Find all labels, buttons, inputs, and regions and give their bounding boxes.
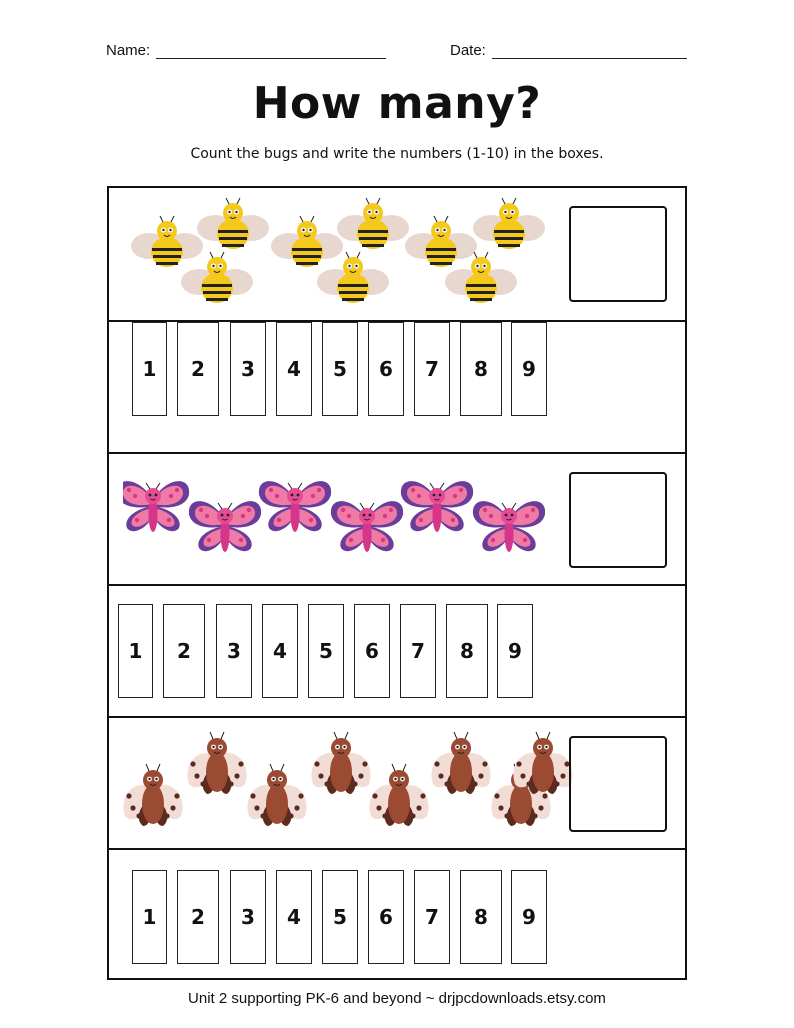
digit-card[interactable]: 2 — [163, 604, 205, 698]
date-line[interactable] — [492, 44, 687, 59]
footer-credit: Unit 2 supporting PK-6 and beyond ~ drjpcdownloads.etsy.com — [188, 990, 606, 1007]
digit-section-butterflies — [109, 586, 685, 718]
digit-card[interactable]: 7 — [414, 322, 450, 416]
digit-card[interactable]: 8 — [460, 322, 502, 416]
moth-icon — [431, 732, 490, 794]
moth-icon — [513, 732, 572, 794]
digit-card[interactable]: 6 — [354, 604, 390, 698]
moth-icon — [123, 764, 182, 826]
digit-card[interactable]: 3 — [230, 870, 266, 964]
moth-section — [109, 718, 685, 850]
digit-card[interactable]: 2 — [177, 870, 219, 964]
digit-card[interactable]: 9 — [511, 870, 547, 964]
answer-box-bees[interactable] — [569, 206, 667, 302]
digit-card[interactable]: 7 — [400, 604, 436, 698]
digit-card[interactable]: 1 — [132, 870, 167, 964]
butterfly-group — [123, 454, 573, 586]
digit-card[interactable]: 1 — [118, 604, 153, 698]
digit-section-moths — [109, 850, 685, 982]
name-line[interactable] — [156, 44, 386, 59]
date-field[interactable] — [450, 42, 687, 59]
digit-card[interactable]: 6 — [368, 322, 404, 416]
moth-icon — [311, 732, 370, 794]
butterfly-section — [109, 454, 685, 586]
bee-icon — [181, 252, 253, 303]
moth-group — [123, 718, 573, 850]
name-label: Name: — [106, 42, 151, 59]
date-label: Date: — [450, 42, 486, 59]
butterfly-icon — [473, 501, 545, 552]
digit-card[interactable]: 5 — [322, 870, 358, 964]
bee-icon — [473, 198, 545, 249]
answer-box-butterflies[interactable] — [569, 472, 667, 568]
digit-card[interactable]: 6 — [368, 870, 404, 964]
digit-card[interactable]: 9 — [497, 604, 533, 698]
digit-card[interactable]: 7 — [414, 870, 450, 964]
digit-card[interactable]: 5 — [308, 604, 344, 698]
bee-icon — [405, 216, 477, 267]
butterfly-icon — [189, 501, 261, 552]
digit-card[interactable]: 8 — [460, 870, 502, 964]
bee-icon — [445, 252, 517, 303]
bee-group — [123, 188, 573, 320]
butterfly-icon — [123, 481, 189, 532]
digit-card[interactable]: 1 — [132, 322, 167, 416]
bee-icon — [271, 216, 343, 267]
moth-icon — [369, 764, 428, 826]
digit-card[interactable]: 9 — [511, 322, 547, 416]
moth-icon — [247, 764, 306, 826]
digit-card[interactable]: 8 — [446, 604, 488, 698]
digit-section-bees — [109, 322, 685, 454]
butterfly-icon — [259, 481, 331, 532]
bee-icon — [317, 252, 389, 303]
worksheet — [107, 186, 687, 980]
butterfly-icon — [401, 481, 473, 532]
instructions: Count the bugs and write the numbers (1-10) in the boxes. — [190, 146, 604, 162]
digit-card[interactable]: 2 — [177, 322, 219, 416]
bee-icon — [337, 198, 409, 249]
digit-card[interactable]: 3 — [216, 604, 252, 698]
answer-box-moths[interactable] — [569, 736, 667, 832]
digit-card[interactable]: 5 — [322, 322, 358, 416]
digit-card[interactable]: 4 — [276, 870, 312, 964]
name-field[interactable] — [106, 42, 386, 59]
bee-icon — [197, 198, 269, 249]
digit-card[interactable]: 4 — [262, 604, 298, 698]
digit-card[interactable]: 4 — [276, 322, 312, 416]
bee-icon — [131, 216, 203, 267]
digit-card[interactable]: 3 — [230, 322, 266, 416]
moth-icon — [187, 732, 246, 794]
butterfly-icon — [331, 501, 403, 552]
page-title: How many? — [252, 78, 542, 129]
bee-section — [109, 188, 685, 320]
